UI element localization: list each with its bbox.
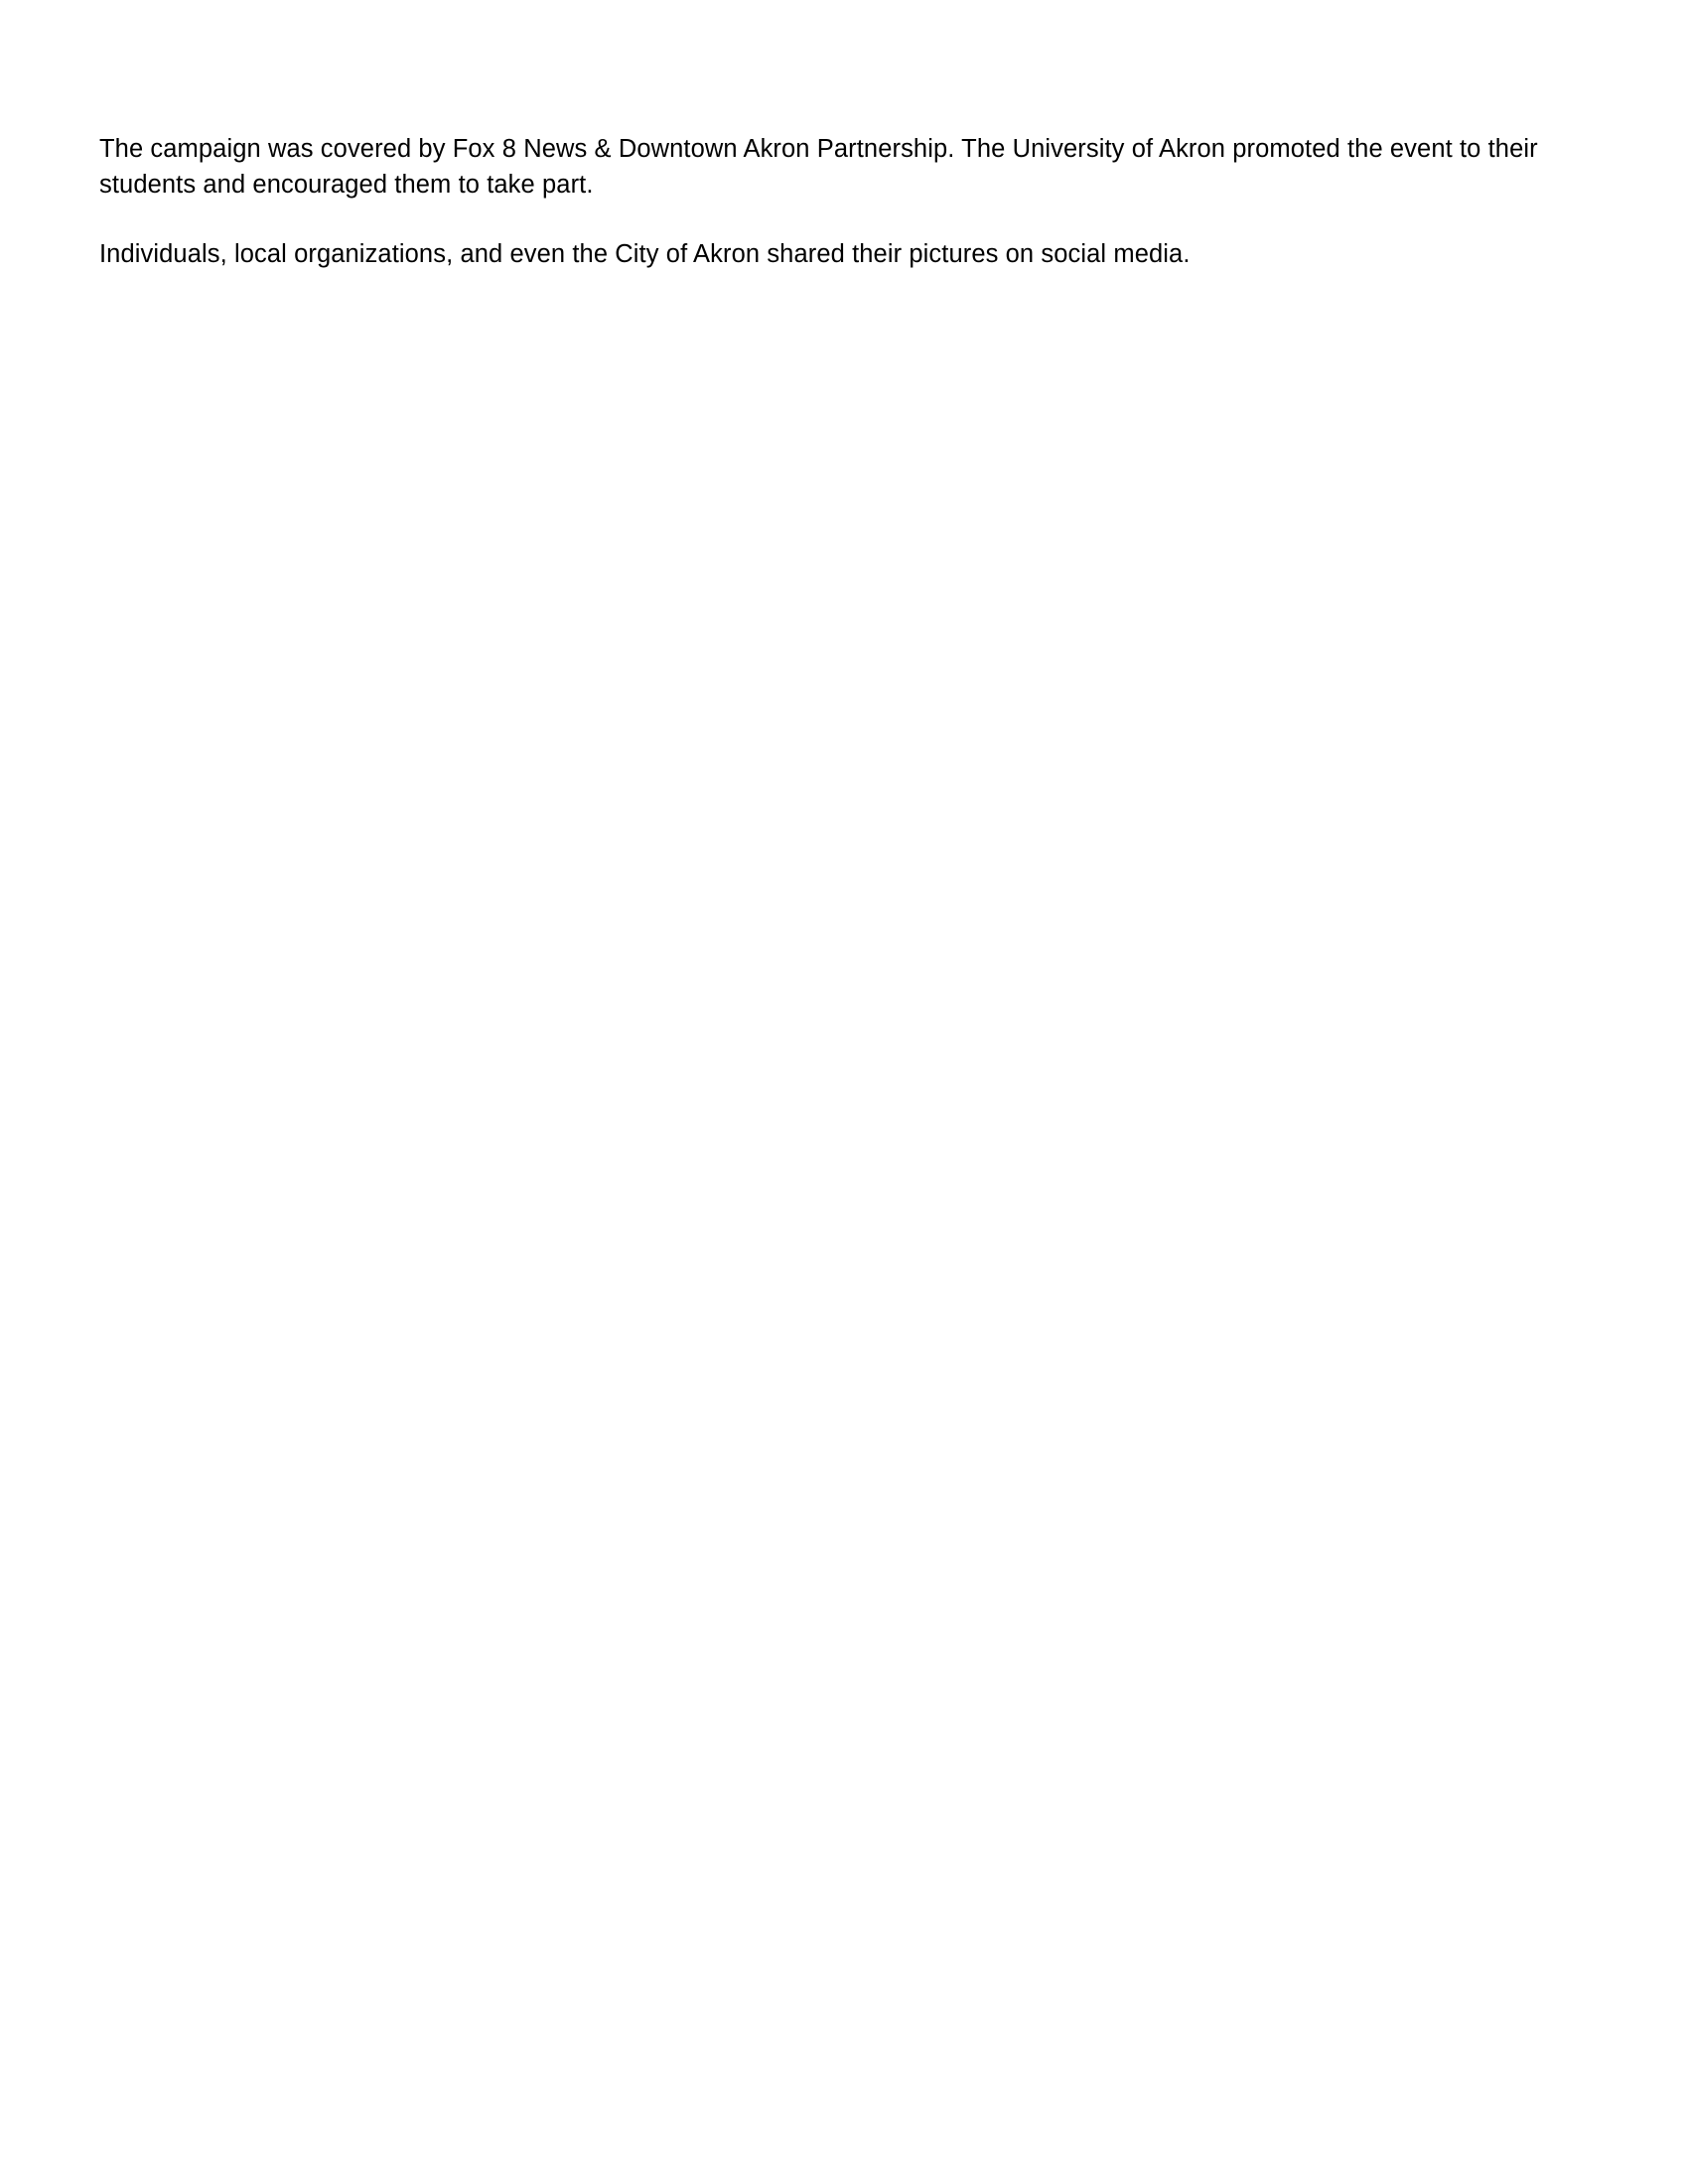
document-body <box>99 131 1589 273</box>
paragraph-social-sharing: Individuals, local organizations, and even the City of Akron shared their pictures on social media. <box>99 240 1191 269</box>
paragraph-campaign-coverage: The campaign was covered by Fox 8 News & Downtown Akron Partnership. The University of Akron promoted the event to their students and encouraged them to take part. <box>99 135 1538 200</box>
